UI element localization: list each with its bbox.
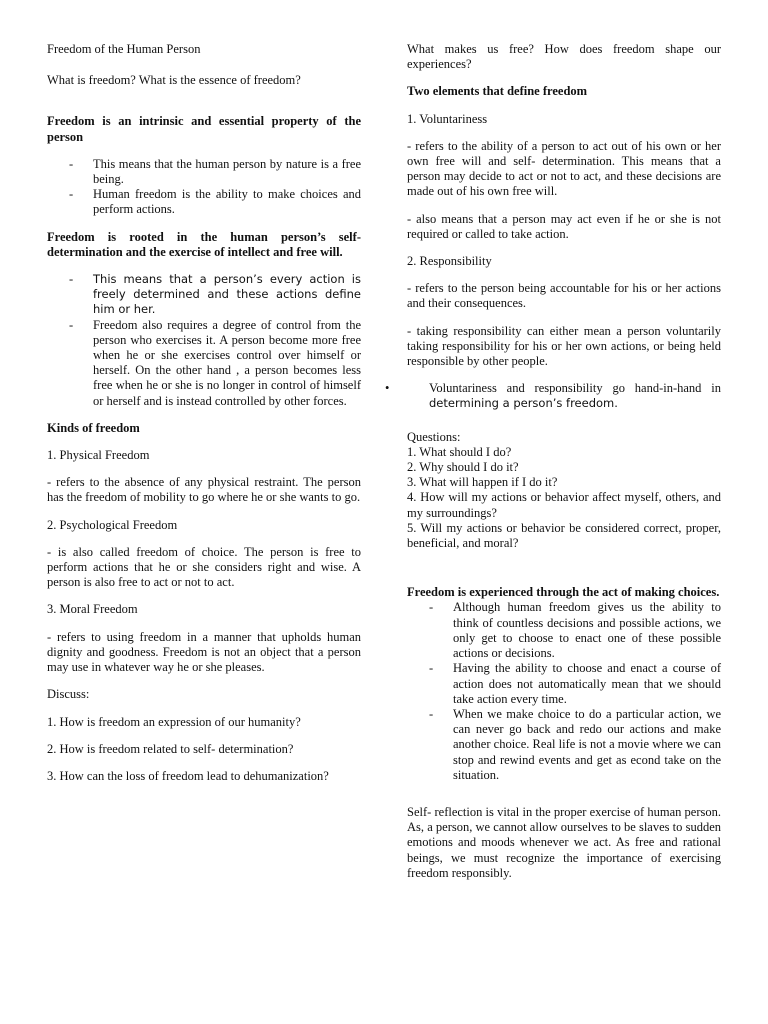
questions-list (407, 430, 721, 552)
bullet-text-b: determining a person’s freedom. (429, 396, 618, 411)
document-title: Freedom of the Human Person (47, 42, 201, 56)
essence-question: What is freedom? What is the essence of freedom? (47, 73, 301, 88)
list-item: 4. How will my actions or behavior affect myself, others, and my surroundings? (407, 490, 721, 520)
choices-list (407, 600, 721, 782)
voluntariness-text-2: - also means that a person may act even if he or she is not required or called to take action. (407, 211, 721, 241)
moral-freedom-title: 3. Moral Freedom (47, 602, 138, 617)
heading-self-determination: Freedom is rooted in the human person’s self-determination and the exercise of intellect and free will. (47, 229, 361, 259)
physical-freedom-text: - refers to the absence of any physical restraint. The person has the freedom of mobility to go where he or she wants to go. (47, 475, 361, 505)
discuss-question-3: 3. How can the loss of freedom lead to dehumanization? (47, 768, 329, 783)
list-item-text: This means that a person’s every action is freely determined and these actions define him or her. (93, 272, 361, 317)
self-reflection-text: Self- reflection is vital in the proper exercise of human person. As, a person, we cannot allow ourselves to be slaves to sudden emotions and moods whenever we act. As free and rational beings, we must recognize the importance of exercising freedom responsibly. (407, 804, 721, 880)
list-item: - Although human freedom gives us the ability to think of countless decisions and possible actions, we only get to choose to enact one of these possible actions or decisions. (407, 600, 721, 661)
list-item: - This means that the human person by nature is a free being. (47, 157, 361, 187)
voluntariness-title: 1. Voluntariness (407, 111, 488, 126)
hand-in-hand-bullet (407, 381, 721, 411)
moral-freedom-text: - refers to using freedom in a manner that upholds human dignity and goodness. Freedom is not an object that a person may use in whatever way he or she pleases. (47, 629, 361, 675)
responsibility-title: 2. Responsibility (407, 254, 492, 269)
heading-intrinsic-property: Freedom is an intrinsic and essential property of the person (47, 114, 361, 144)
list-item: - Human freedom is the ability to make choices and perform actions. (47, 187, 361, 217)
responsibility-text-2: - taking responsibility can either mean a person voluntarily taking responsibility for his or her own actions, or being held responsible by other people. (407, 323, 721, 369)
list-item (47, 272, 361, 318)
physical-freedom-title: 1. Physical Freedom (47, 448, 150, 463)
list-item: 3. What will happen if I do it? (407, 475, 558, 490)
self-determination-list (47, 272, 361, 409)
questions-label: Questions: (407, 429, 461, 444)
discuss-question-1: 1. How is freedom an expression of our humanity? (47, 714, 301, 729)
list-item: 5. Will my actions or behavior be considered correct, proper, beneficial, and moral? (407, 520, 721, 551)
voluntariness-text-1: - refers to the ability of a person to act out of his own or her own free will and self- determination. This means that a person may decide to act or not to act, and these decisions are made out of his own free will. (407, 138, 721, 199)
list-item: - Having the ability to choose and enact a course of action does not automatically mean that we should take action every time. (407, 661, 721, 707)
heading-making-choices: Freedom is experienced through the act of making choices. (407, 585, 720, 600)
intro-question: What makes us free? How does freedom shape our experiences? (407, 42, 721, 72)
list-item: - Freedom also requires a degree of control from the person who exercises it. A person become more free when he or she exercises control over himself or herself. On the other hand , a person becomes less free when he or she is no longer in control of himself or herself and is instead controlled by other forces. (47, 318, 361, 409)
heading-kinds-of-freedom: Kinds of freedom (47, 420, 140, 435)
list-item: 2. Why should I do it? (407, 460, 519, 475)
right-column (407, 42, 721, 893)
discuss-label: Discuss: (47, 687, 90, 702)
bullet-text-a: Voluntariness and responsibility go hand-in-hand in (429, 381, 721, 396)
discuss-question-2: 2. How is freedom related to self- determination? (47, 741, 294, 756)
responsibility-text-1: - refers to the person being accountable for his or her actions and their consequences. (407, 281, 721, 311)
list-item: 1. What should I do? (407, 444, 512, 459)
intrinsic-list (47, 157, 361, 218)
psychological-freedom-text: - is also called freedom of choice. The person is free to perform actions that he or she considers right and wise. A person is also free to act or not to act. (47, 544, 361, 590)
list-item (407, 381, 721, 411)
heading-two-elements: Two elements that define freedom (407, 84, 588, 99)
psychological-freedom-title: 2. Psychological Freedom (47, 517, 178, 532)
left-column (47, 42, 361, 796)
list-item: - When we make choice to do a particular action, we can never go back and redo our actions and make another choice. Real life is not a movie where we can stop and rewind events and get as econd take on the situation. (407, 707, 721, 783)
